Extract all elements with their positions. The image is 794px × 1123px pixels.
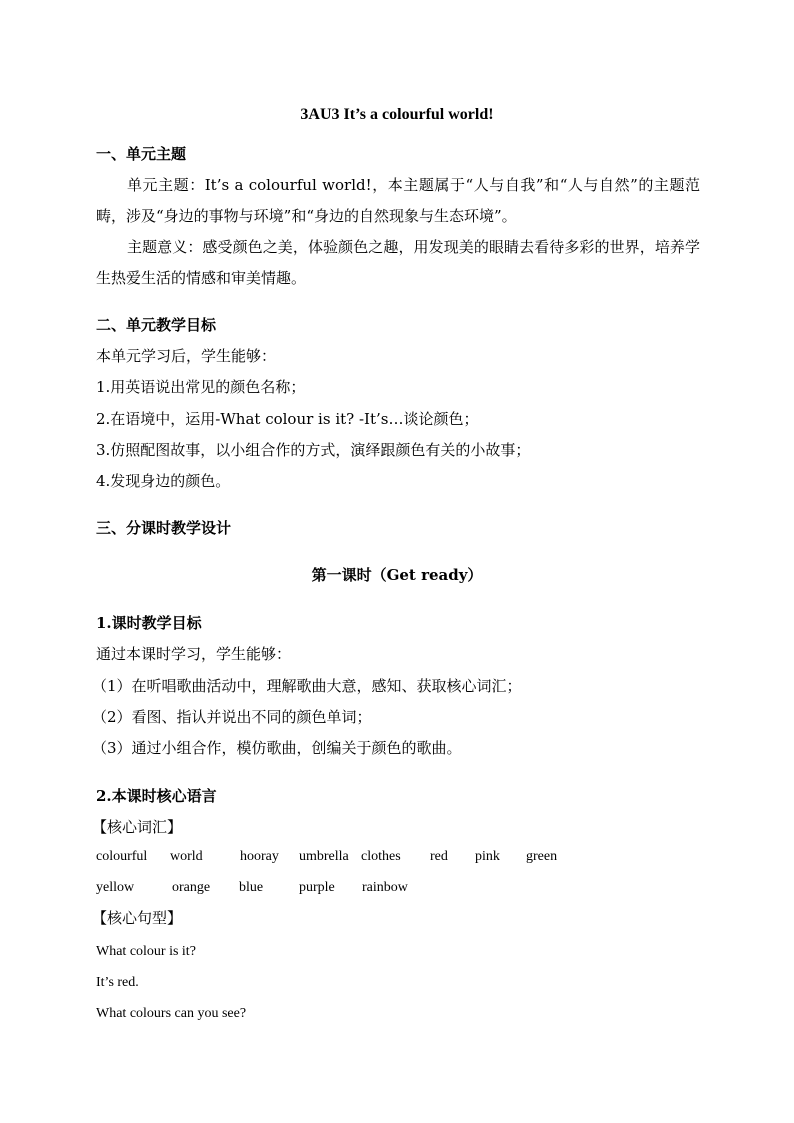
theme-paragraph-1: 单元主题：It’s a colourful world!，本主题属于“人与自我”和“人与自然”的主题范畴，涉及“身边的事物与环境”和“身边的自然现象与生态环境”。 [96,176,700,225]
lesson-goal-3: （3）通过小组合作，模仿歌曲，创编关于颜色的歌曲。 [92,739,462,757]
goal-item-3: 3.仿照配图故事，以小组合作的方式，演绎跟颜色有关的小故事； [96,441,531,459]
core-language-heading: 2.本课时核心语言 [96,787,217,805]
vocab-word: umbrella [299,849,349,864]
vocab-word: yellow [96,880,135,895]
goal-item-2: 2.在语境中，运用-What colour is it? -It’s…谈论颜色； [96,410,479,428]
lesson-goals-heading: 1.课时教学目标 [96,614,202,632]
lesson-goal-2: （2）看图、指认并说出不同的颜色单词； [92,708,372,726]
goal-item-4: 4.发现身边的颜色。 [96,472,231,490]
core-sentence-3: What colours can you see? [96,1006,247,1021]
lesson-goals-intro: 通过本课时学习，学生能够： [96,645,292,663]
lesson-title: 第一课时（Get ready） [311,566,483,584]
core-sentence-2: It’s red. [96,975,139,990]
vocab-word: orange [172,880,211,895]
section-heading-theme: 一、单元主题 [96,145,187,163]
theme-paragraph-2: 主题意义：感受颜色之美，体验颜色之趣，用发现美的眼睛去看待多彩的世界，培养学生热爱生活的情感和审美情趣。 [96,238,700,287]
vocab-word: red [430,849,448,864]
core-sentence-1: What colour is it? [96,944,196,959]
vocab-word: hooray [240,849,279,864]
goal-item-1: 1.用英语说出常见的颜色名称； [96,378,306,396]
vocab-word: rainbow [362,880,408,895]
vocab-word: green [526,849,558,864]
vocab-word: blue [239,880,264,895]
sentence-label: 【核心句型】 [92,909,183,927]
vocab-word: colourful [96,849,148,864]
document-title: 3AU3 It’s a colourful world! [300,106,494,123]
section-heading-goals: 二、单元教学目标 [96,316,217,334]
vocab-word: pink [475,849,500,864]
section-heading-lessons: 三、分课时教学设计 [96,519,232,537]
goals-intro: 本单元学习后，学生能够： [96,347,277,365]
vocab-word: world [170,849,203,864]
vocab-word: clothes [361,849,401,864]
lesson-goal-1: （1）在听唱歌曲活动中，理解歌曲大意，感知、获取核心词汇； [92,677,522,695]
theme-paragraphs [96,170,700,294]
vocab-word: purple [299,880,335,895]
vocab-label: 【核心词汇】 [92,818,183,836]
